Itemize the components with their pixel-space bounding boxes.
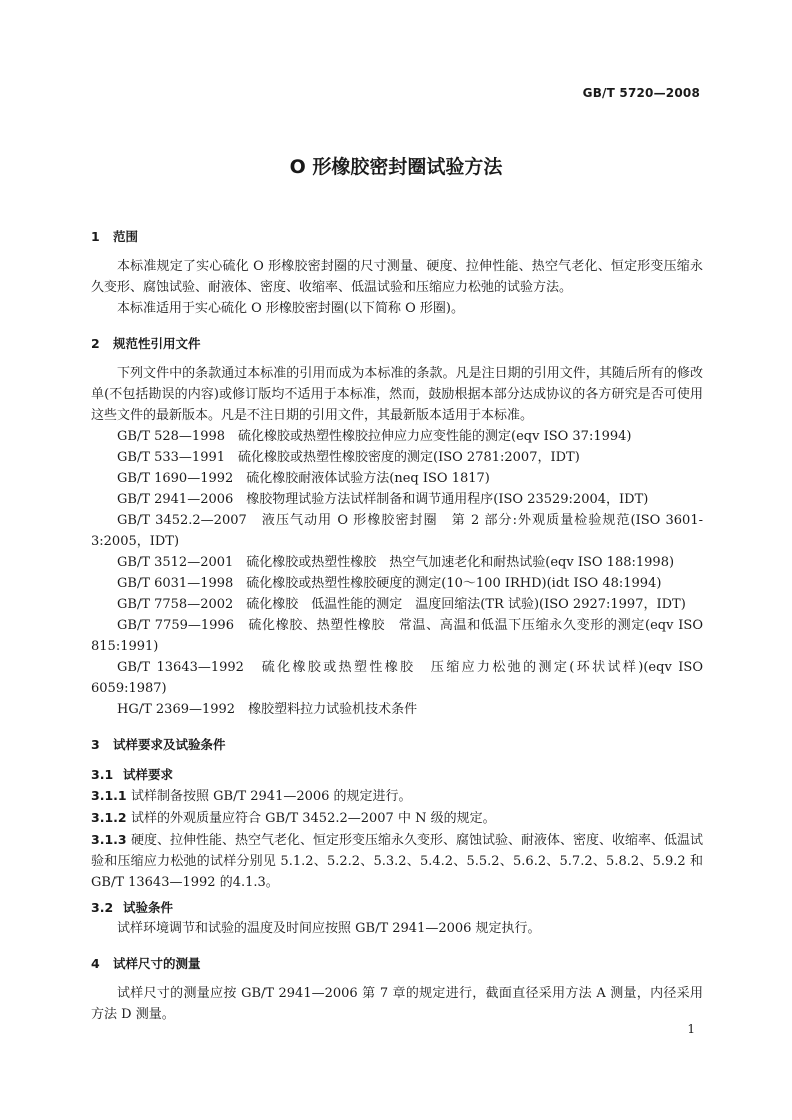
reference-item: HG/T 2369—1992 橡胶塑料拉力试验机技术条件 [117,702,418,717]
document-title: O 形橡胶密封圈试验方法 [289,156,503,178]
subsection-title: 试样要求 [123,767,174,782]
reference-item: GB/T 6031—1998 硫化橡胶或热塑性橡胶硬度的测定(10～100 IRHD)(idt ISO 48:1994) [117,576,662,591]
section-number: 2 [91,336,100,351]
clause-number: 3.1.3 [91,832,127,847]
document-body [91,226,703,1025]
section-title: 试样尺寸的测量 [113,956,201,971]
clause-text: 试样的外观质量应符合 GB/T 3452.2—2007 中 N 级的规定。 [131,811,496,826]
reference-item: GB/T 7759—1996 硫化橡胶、热塑性橡胶 常温、高温和低温下压缩永久变形的测定(eqv ISO 815:1991) [91,618,703,654]
clause-3-1-1 [91,785,703,807]
paragraph: 本标准规定了实心硫化 O 形橡胶密封圈的尺寸测量、硬度、拉伸性能、热空气老化、恒定形变压缩永久变形、腐蚀试验、耐液体、密度、收缩率、低温试验和压缩应力松弛的试验方法。 [91,259,703,295]
clause-text: 硬度、拉伸性能、热空气老化、恒定形变压缩永久变形、腐蚀试验、耐液体、密度、收缩率、低温试验和压缩应力松弛的试样分别见 5.1.2、5.2.2、5.3.2、5.4.2、5.5.2、5.6.2、5.7.2、5.8.2、5.9.2 和 GB/T 13643—1992 的4.1.3。 [91,833,704,890]
subsection-title: 试验条件 [123,900,174,915]
reference-item: GB/T 3512—2001 硫化橡胶或热塑性橡胶 热空气加速老化和耐热试验(eqv ISO 188:1998) [117,555,675,570]
reference-item: GB/T 528—1998 硫化橡胶或热塑性橡胶拉伸应力应变性能的测定(eqv ISO 37:1994) [117,429,632,444]
paragraph: 试样尺寸的测量应按 GB/T 2941—2006 第 7 章的规定进行，截面直径采用方法 A 测量，内径采用方法 D 测量。 [91,986,703,1022]
subsection-3-2-heading [91,897,703,918]
reference-item: GB/T 13643—1992 硫化橡胶或热塑性橡胶 压缩应力松弛的测定(环状试样)(eqv ISO 6059:1987) [91,660,703,696]
clause-number: 3.1.1 [91,788,127,803]
clause-number: 3.1.2 [91,810,127,825]
reference-item: GB/T 7758—2002 硫化橡胶 低温性能的测定 温度回缩法(TR 试验)(ISO 2927:1997，IDT) [117,597,686,612]
section-2-heading [91,333,703,354]
page-number: 1 [687,1022,695,1036]
section-number: 4 [91,956,100,971]
clause-3-1-3 [91,829,703,893]
paragraph: 下列文件中的条款通过本标准的引用而成为本标准的条款。凡是注日期的引用文件，其随后所有的修改单(不包括勘误的内容)或修订版均不适用于本标准，然而，鼓励根据本部分达成协议的各方研究是否可使用这些文件的最新版本。凡是不注日期的引用文件，其最新版本适用于本标准。 [91,366,703,423]
reference-item: GB/T 1690—1992 硫化橡胶耐液体试验方法(neq ISO 1817) [117,471,490,486]
subsection-3-1-heading [91,764,703,785]
section-title: 范围 [113,229,139,244]
section-number: 3 [91,737,100,752]
section-3-heading [91,734,703,755]
section-title: 试样要求及试验条件 [113,737,226,752]
section-title: 规范性引用文件 [113,336,201,351]
reference-item: GB/T 3452.2—2007 液压气动用 O 形橡胶密封圈 第 2 部分:外观质量检验规范(ISO 3601-3:2005，IDT) [91,513,703,549]
paragraph: 本标准适用于实心硫化 O 形橡胶密封圈(以下简称 O 形圈)。 [117,301,464,316]
section-1-heading [91,226,703,247]
section-4-heading [91,953,703,974]
subsection-number: 3.1 [91,767,114,782]
clause-text: 试样制备按照 GB/T 2941—2006 的规定进行。 [131,789,412,804]
reference-item: GB/T 533—1991 硫化橡胶或热塑性橡胶密度的测定(ISO 2781:2007，IDT) [117,450,580,465]
subsection-number: 3.2 [91,900,114,915]
section-number: 1 [91,229,100,244]
clause-3-1-2 [91,807,703,829]
standard-code: GB/T 5720—2008 [582,86,700,100]
reference-item: GB/T 2941—2006 橡胶物理试验方法试样制备和调节通用程序(ISO 23529:2004，IDT) [117,492,649,507]
paragraph: 试样环境调节和试验的温度及时间应按照 GB/T 2941—2006 规定执行。 [117,921,541,936]
